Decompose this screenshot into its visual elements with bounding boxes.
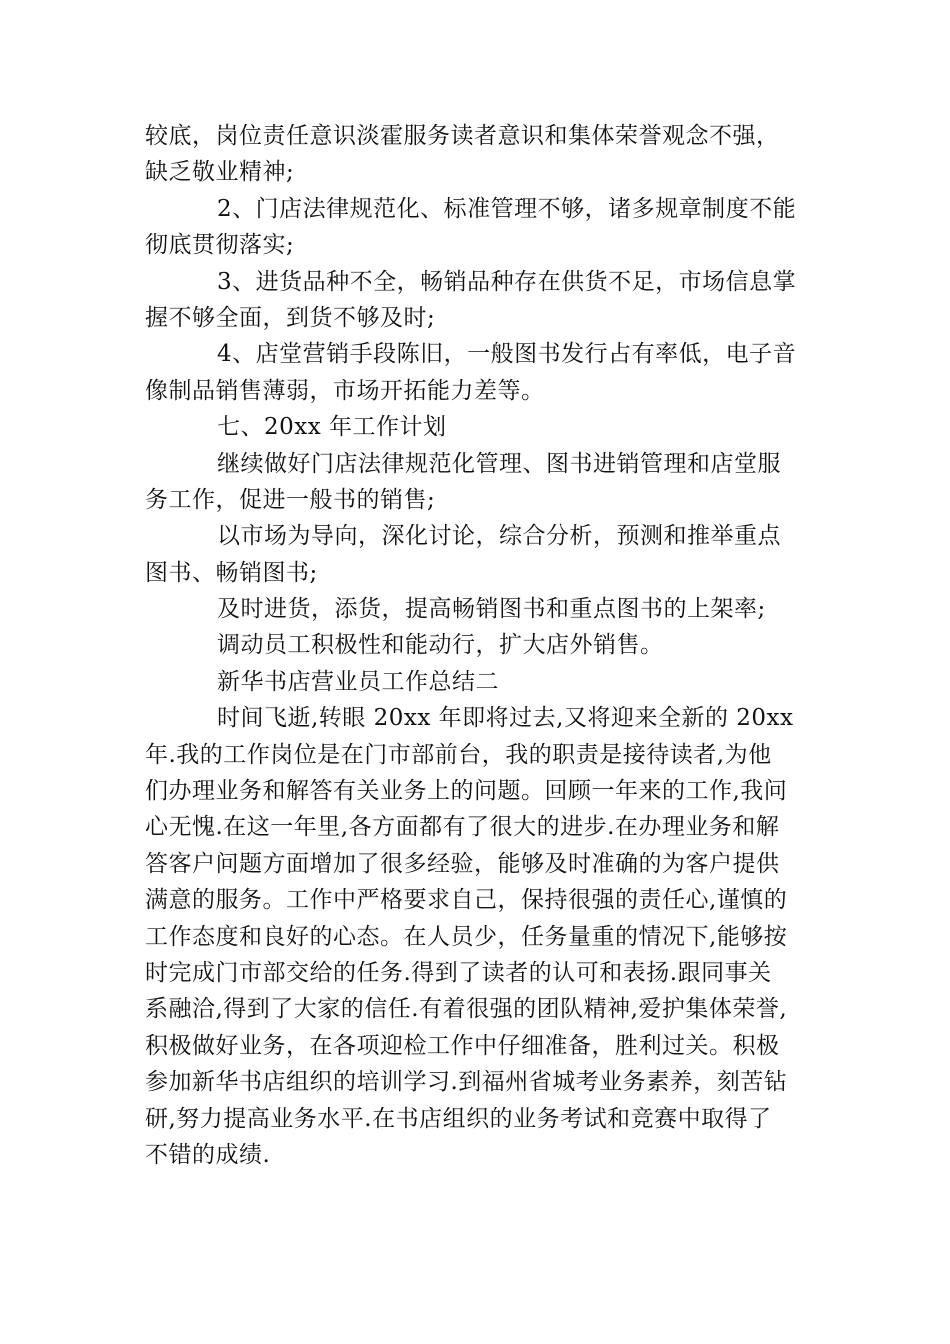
text-line: 们办理业务和解答有关业务上的问题。回顾一年来的工作,我问 (145, 778, 788, 805)
text-line: 工作态度和良好的心态。在人员少，任务量重的情况下,能够按 (145, 923, 788, 950)
text-line: 握不够全面，到货不够及时; (145, 304, 436, 331)
plan-item-4: 调动员工积极性和能动行，扩大店外销售。 (217, 632, 664, 659)
text-line: 积极做好业务，在各项迎检工作中仔细准备，胜利过关。积极 (145, 1032, 780, 1059)
list-item-4: 4、店堂营销手段陈旧，一般图书发行占有率低，电子音 (217, 341, 797, 368)
text-line: 年.我的工作岗位是在门市部前台，我的职责是接待读者,为他 (145, 741, 772, 768)
text-line: 系融洽,得到了大家的信任.有着很强的团队精神,爱护集体荣誉, (145, 996, 788, 1023)
text-line: 不错的成绩. (145, 1141, 271, 1168)
text-line: 彻底贯彻落实; (145, 232, 295, 259)
text-line: 务工作，促进一般书的销售; (145, 486, 436, 513)
text-line: 时完成门市部交给的任务.得到了读者的认可和表扬.跟同事关 (145, 959, 772, 986)
text-line: 研,努力提高业务水平.在书店组织的业务考试和竞赛中取得了 (145, 1105, 772, 1132)
text-line: 像制品销售薄弱，市场开拓能力差等。 (145, 377, 545, 404)
document-page (145, 118, 805, 1173)
section-title: 新华书店营业员工作总结二 (217, 668, 499, 695)
plan-item-1: 继续做好门店法律规范化管理、图书进销管理和店堂服 (217, 450, 781, 477)
text-line: 较底，岗位责任意识淡霍服务读者意识和集体荣誉观念不强， (145, 123, 780, 149)
plan-item-2: 以市场为导向，深化讨论，综合分析，预测和推举重点 (217, 523, 781, 550)
text-line: 缺乏敬业精神; (145, 159, 295, 186)
text-line: 参加新华书店组织的培训学习.到福州省城考业务素养，刻苦钻 (145, 1069, 788, 1096)
text-line: 图书、畅销图书; (145, 559, 318, 586)
section-heading-7: 七、20xx 年工作计划 (217, 414, 447, 441)
text-line: 心无愧.在这一年里,各方面都有了很大的进步.在办理业务和解 (145, 814, 780, 841)
list-item-2: 2、门店法律规范化、标准管理不够，诸多规章制度不能 (217, 195, 797, 222)
text-line: 答客户问题方面增加了很多经验，能够及时准确的为客户提供 (145, 850, 780, 877)
plan-item-3: 及时进货，添货，提高畅销图书和重点图书的上架率; (217, 596, 766, 623)
list-item-3: 3、进货品种不全，畅销品种存在供货不足，市场信息掌 (217, 268, 797, 295)
paragraph-start: 时间飞逝,转眼 20xx 年即将过去,又将迎来全新的 20xx (217, 705, 794, 732)
text-line: 满意的服务。工作中严格要求自己，保持很强的责任心,谨慎的 (145, 887, 788, 914)
